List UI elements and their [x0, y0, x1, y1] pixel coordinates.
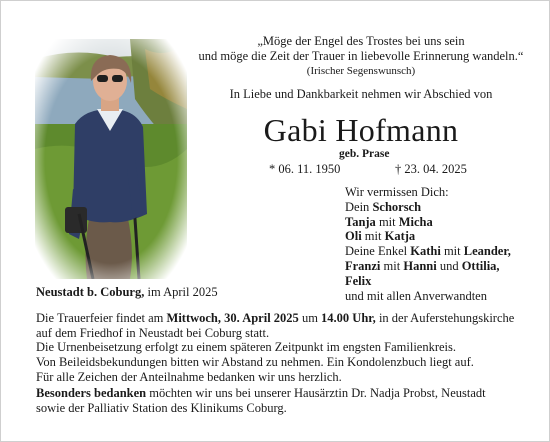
place-town: Neustadt b. Coburg,	[36, 285, 145, 299]
mourner-line-2	[345, 215, 545, 230]
quote-block	[191, 34, 531, 79]
mourner-name: Schorsch	[372, 199, 422, 214]
mourners-list	[345, 185, 545, 303]
mourner-text: mit	[440, 244, 464, 259]
service-line-1	[36, 311, 526, 326]
service-line-3: Die Urnenbeisetzung erfolgt zu einem späteren Zeitpunkt im engsten Familienkreis.	[36, 340, 457, 355]
death-date: † 23. 04. 2025	[395, 162, 467, 176]
thanks-bold: Besonders bedanken	[36, 386, 147, 400]
quote-line-1: „Möge der Engel des Trostes bei uns sein	[257, 34, 465, 48]
mourner-line-4	[345, 244, 545, 259]
place-date	[36, 285, 218, 300]
mourner-name: Katja	[384, 229, 416, 244]
mourner-name: Tanja	[345, 214, 376, 229]
quote-line-2: und möge die Zeit der Trauer in liebevolle Erinnerung wandeln.“	[198, 49, 524, 63]
farewell-intro: In Liebe und Dankbarkeit nehmen wir Abschied von	[229, 87, 493, 101]
mourner-name: Hanni	[403, 258, 437, 273]
mourner-text: mit	[380, 258, 404, 273]
mourner-name: Leander,	[463, 244, 511, 259]
birth-date: * 06. 11. 1950	[269, 162, 341, 176]
mourner-line-5	[345, 259, 545, 274]
mourner-name: Felix	[345, 273, 372, 288]
place-month: im April 2025	[144, 285, 218, 299]
life-dates	[269, 162, 499, 177]
service-line-2: auf dem Friedhof in Neustadt bei Coburg statt.	[36, 325, 270, 340]
service-text: um	[298, 311, 322, 325]
portrait-image	[35, 39, 187, 279]
deceased-name: Gabi Hofmann	[263, 112, 459, 148]
portrait-photo	[35, 39, 187, 279]
service-date: Mittwoch, 30. April 2025	[166, 311, 299, 325]
mourner-name: Kathi	[410, 244, 441, 259]
mourner-name: Oli	[345, 229, 362, 244]
mourners-others: und mit allen Anverwandten	[345, 288, 487, 303]
mourner-line-3	[345, 229, 545, 244]
mourner-line-1	[345, 200, 545, 215]
quote-source: (Irischer Segenswunsch)	[306, 65, 416, 77]
thanks-line-2: sowie der Palliativ Station des Klinikums Coburg.	[36, 400, 287, 415]
service-time: 14.00 Uhr,	[321, 311, 376, 325]
service-line-5: Für alle Zeichen der Anteilnahme bedanken wir uns herzlich.	[36, 369, 342, 384]
thanks-text: möchten wir uns bei unserer Hausärztin Dr. Nadja Probst, Neustadt	[146, 386, 486, 400]
mourner-text: mit	[375, 214, 399, 229]
mourner-text: Dein	[345, 199, 373, 214]
mourners-intro: Wir vermissen Dich:	[345, 185, 449, 199]
mourner-text: Deine Enkel	[345, 244, 411, 259]
service-line-4: Von Beileidsbekundungen bitten wir Abstand zu nehmen. Ein Kondolenzbuch liegt auf.	[36, 355, 474, 370]
service-info	[36, 311, 526, 385]
thanks-line-1	[36, 386, 536, 401]
mourner-text: mit	[361, 229, 385, 244]
birth-name: geb. Prase	[339, 148, 390, 160]
service-text: in der Auferstehungskirche	[375, 311, 515, 325]
mourner-line-6	[345, 274, 545, 289]
mourner-name: Ottilia,	[461, 258, 500, 273]
mourner-name: Franzi	[345, 258, 381, 273]
mourner-name: Micha	[398, 214, 433, 229]
special-thanks	[36, 386, 536, 415]
service-text: Die Trauerfeier findet am	[36, 311, 167, 325]
mourner-text: und	[436, 258, 462, 273]
